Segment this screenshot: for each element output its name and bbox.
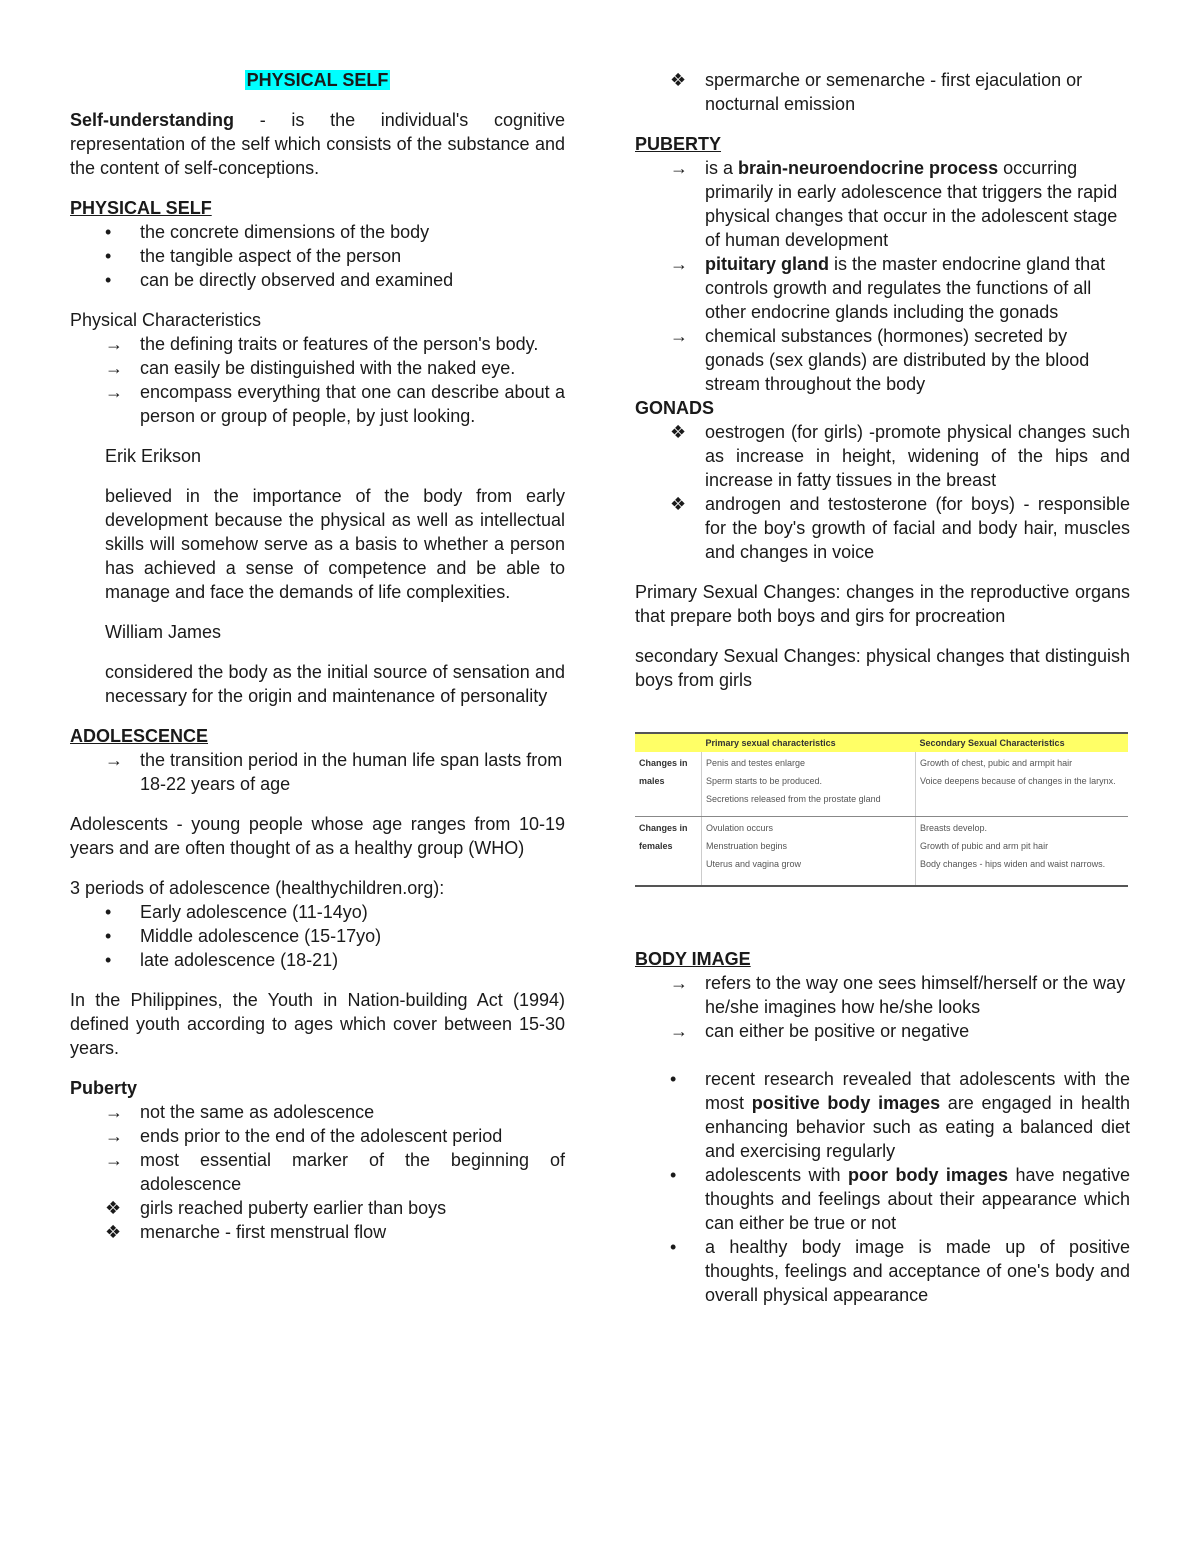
erikson-name: Erik Erikson (105, 446, 202, 466)
list-item: ❖ spermarche or semenarche - first ejaculation or nocturnal emission (670, 70, 1083, 114)
list-item: • late adolescence (18-21) (105, 950, 339, 970)
page-title: PHYSICAL SELF (246, 70, 389, 90)
list-item: → most essential marker of the beginning of adolescence (105, 1150, 565, 1194)
puberty-heading: PUBERTY (635, 134, 722, 154)
adolescents-text: Adolescents - young people whose age ranges from 10-19 years and are often thought of as a healthy group (WHO) (70, 814, 565, 858)
list-item: ❖ androgen and testosterone (for boys) - responsible for the boy's growth of facial and body hair, muscles and changes in voice (670, 494, 1130, 562)
list-item: • recent research revealed that adolescents with the most positive body images are engaged in health enhancing behavior such as eating a balanced diet and exercising regularly (670, 1069, 1130, 1161)
list-item: • a healthy body image is made up of positive thoughts, feelings and acceptance of one's body and overall physical appearance (670, 1237, 1130, 1305)
list-item: → chemical substances (hormones) secreted by gonads (sex glands) are distributed by the blood stream throughout the body (670, 326, 1090, 394)
table-row (635, 752, 1128, 817)
list-item: • can be directly observed and examined (105, 270, 454, 290)
table-header-secondary: Secondary Sexual Characteristics (916, 733, 1129, 752)
sexual-characteristics-table (635, 732, 1128, 887)
erikson-text: believed in the importance of the body from early development because the physical as well as intellectual skills will somehow serve as a basis to whether a person has achieved a sense of competence and be able to manage and face the demands of life complexities. (105, 486, 565, 602)
james-text: considered the body as the initial source of sensation and necessary for the origin and maintenance of personality (105, 662, 565, 706)
list-item: → can either be positive or negative (670, 1021, 970, 1041)
body-image-list (635, 971, 1130, 1043)
periods-list (70, 900, 565, 972)
list-item: → encompass everything that one can describe about a person or group of people, by just looking. (105, 382, 565, 426)
list-item: → ends prior to the end of the adolescent period (105, 1126, 503, 1146)
spermarche-list (635, 68, 1130, 116)
left-column (70, 68, 565, 1244)
physical-self-heading: PHYSICAL SELF (70, 198, 212, 218)
table-row (635, 817, 1128, 887)
list-item: → not the same as adolescence (105, 1102, 375, 1122)
list-item: • adolescents with poor body images have negative thoughts and feelings about their appearance which can either be true or not (670, 1165, 1131, 1233)
list-item: ❖ oestrogen (for girls) -promote physical changes such as increase in height, widening of the hips and increase in fatty tissues in the breast (670, 422, 1130, 490)
list-item: • the tangible aspect of the person (105, 246, 402, 266)
table-cell: Penis and testes enlarge Sperm starts to be produced. Secretions released from the prostate gland (702, 752, 916, 817)
list-item: ❖ girls reached puberty earlier than boys (105, 1198, 447, 1218)
table-cell: Breasts develop. Growth of pubic and arm pit hair Body changes - hips widen and waist narrows. (916, 817, 1129, 887)
list-item: • Middle adolescence (15-17yo) (105, 926, 382, 946)
list-item: → is a brain-neuroendocrine process occurring primarily in early adolescence that triggers the rapid physical changes that occur in the adolescent stage of human development (670, 158, 1118, 250)
physical-characteristics-label: Physical Characteristics (70, 310, 262, 330)
self-understanding-definition: Self-understanding - is the individual's cognitive representation of the self which consists of the substance and the content of self-conceptions. (70, 110, 565, 178)
adolescence-list (70, 748, 565, 796)
list-item: → the defining traits or features of the person's body. (105, 334, 539, 354)
philippines-text: In the Philippines, the Youth in Nation-building Act (1994) defined youth according to ages which cover between 15-30 years. (70, 990, 565, 1058)
puberty-facts-list (70, 1196, 565, 1244)
right-column (635, 68, 1130, 1307)
table-header-primary: Primary sexual characteristics (702, 733, 916, 752)
physical-self-list (70, 220, 565, 292)
table-header-empty (635, 733, 702, 752)
row-label-males: Changes in males (635, 752, 702, 817)
james-name: William James (105, 622, 222, 642)
table-header-row (635, 733, 1128, 752)
table-cell: Growth of chest, pubic and armpit hair Voice deepens because of changes in the larynx. (916, 752, 1129, 817)
gonads-heading: GONADS (635, 398, 715, 418)
puberty-definition-list (635, 156, 1130, 396)
list-item: → the transition period in the human life span lasts from 18-22 years of age (105, 750, 563, 794)
table-cell: Ovulation occurs Menstruation begins Uterus and vagina grow (702, 817, 916, 887)
list-item: ❖ menarche - first menstrual flow (105, 1222, 387, 1242)
list-item: → refers to the way one sees himself/herself or the way he/she imagines how he/she looks (670, 973, 1126, 1017)
list-item: • Early adolescence (11-14yo) (105, 902, 368, 922)
adolescence-heading: ADOLESCENCE (70, 726, 209, 746)
body-image-research-list (635, 1067, 1130, 1307)
list-item: • the concrete dimensions of the body (105, 222, 430, 242)
body-image-heading: BODY IMAGE (635, 949, 751, 969)
puberty-list (70, 1100, 565, 1196)
list-item: → can easily be distinguished with the naked eye. (105, 358, 516, 378)
row-label-females: Changes in females (635, 817, 702, 887)
puberty-subheading: Puberty (70, 1078, 138, 1098)
periods-label: 3 periods of adolescence (healthychildren.org): (70, 878, 445, 898)
gonads-list (635, 420, 1130, 564)
self-understanding-term: Self-understanding (70, 110, 235, 130)
list-item: → pituitary gland is the master endocrine gland that controls growth and regulates the functions of all other endocrine glands including the gonads (670, 254, 1106, 322)
primary-changes-text: Primary Sexual Changes: changes in the reproductive organs that prepare both boys and girs for procreation (635, 582, 1130, 626)
physical-characteristics-list (70, 332, 565, 428)
secondary-changes-text: secondary Sexual Changes: physical changes that distinguish boys from girls (635, 646, 1130, 690)
